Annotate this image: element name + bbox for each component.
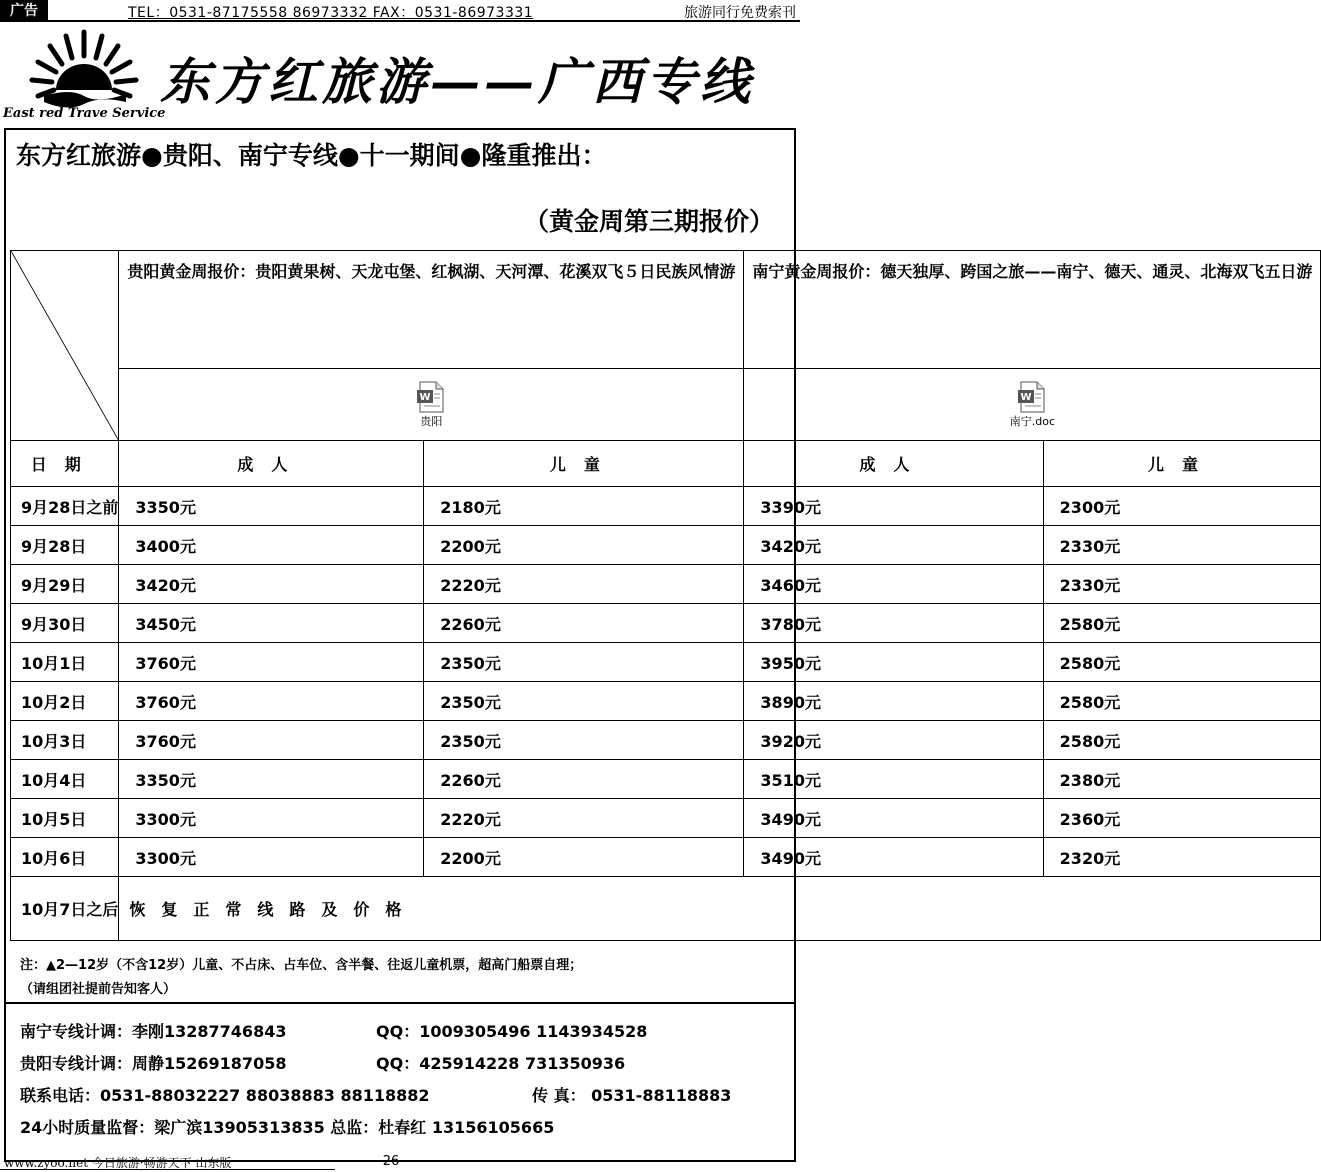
resume-normal-text: 恢复正常线路及价格 — [119, 877, 1321, 941]
nanning-adult-price: 3490元 — [744, 799, 1043, 838]
divider — [6, 1002, 794, 1004]
guiyang-child-price: 2200元 — [424, 526, 744, 565]
subheadline: （黄金周第三期报价） — [523, 207, 774, 236]
date-cell: 10月4日 — [11, 760, 119, 799]
nanning-adult-price: 3780元 — [744, 604, 1043, 643]
nanning-adult-price: 3920元 — [744, 721, 1043, 760]
date-cell: 10月6日 — [11, 838, 119, 877]
guiyang-adult-price: 3400元 — [119, 526, 424, 565]
footer — [0, 1150, 800, 1172]
price-row — [11, 682, 1321, 721]
guiyang-child-price: 2220元 — [424, 565, 744, 604]
guiyang-child-price: 2220元 — [424, 799, 744, 838]
date-cell: 10月5日 — [11, 799, 119, 838]
nanning-child-price: 2320元 — [1043, 838, 1321, 877]
footer-site: www.zyoo.net 今日旅游·畅游天下 山东版 — [4, 1156, 232, 1170]
page-number: -26- — [378, 1154, 404, 1169]
guiyang-adult-price: 3760元 — [119, 643, 424, 682]
nanning-adult-price: 3460元 — [744, 565, 1043, 604]
date-cell: 9月29日 — [11, 565, 119, 604]
tel-fax-line: TEL：0531-87175558 86973332 FAX：0531-86973331 — [128, 5, 534, 21]
guiyang-doc-attachment[interactable] — [119, 369, 744, 441]
price-row — [11, 838, 1321, 877]
price-row — [11, 760, 1321, 799]
quality-supervision: 24小时质量监督：梁广滨13905313835 总监：杜春红 13156105665 — [20, 1118, 555, 1137]
guiyang-doc-name: 贵阳 — [420, 414, 443, 428]
nanning-child-price: 2580元 — [1043, 604, 1321, 643]
contact-block — [20, 1016, 731, 1144]
nanning-adult-price: 3950元 — [744, 643, 1043, 682]
price-row — [11, 721, 1321, 760]
guiyang-child-price: 2350元 — [424, 721, 744, 760]
guiyang-child-price: 2180元 — [424, 487, 744, 526]
banner — [0, 24, 800, 122]
contact-fax: 传 真： 0531-88118883 — [532, 1086, 732, 1105]
guiyang-child-price: 2260元 — [424, 604, 744, 643]
guiyang-adult-price: 3760元 — [119, 721, 424, 760]
price-row — [11, 487, 1321, 526]
col-nn-child-header: 儿童 — [1043, 441, 1321, 487]
nanning-child-price: 2300元 — [1043, 487, 1321, 526]
date-cell: 9月28日之前 — [11, 487, 119, 526]
svg-text:W: W — [1020, 391, 1032, 403]
guiyang-planner: 贵阳专线计调：周静15269187058 — [20, 1054, 287, 1073]
nanning-child-price: 2330元 — [1043, 526, 1321, 565]
guiyang-adult-price: 3420元 — [119, 565, 424, 604]
nanning-planner: 南宁专线计调：李刚13287746843 — [20, 1022, 287, 1041]
nanning-adult-price: 3890元 — [744, 682, 1043, 721]
final-row — [11, 877, 1321, 941]
child-note: 注：▲2—12岁（不含12岁）儿童、不占床、占车位、含半餐、往返儿童机票，超高门船票自理； — [20, 958, 583, 973]
nanning-qq: QQ：1009305496 1143934528 — [376, 1022, 648, 1041]
guiyang-child-price: 2200元 — [424, 838, 744, 877]
col-date-header: 日期 — [11, 441, 119, 487]
top-bar — [0, 0, 800, 22]
contact-phone: 联系电话：0531-88032227 88038883 88118882 — [20, 1086, 430, 1105]
guiyang-route-desc: 贵阳黄金周报价：贵阳黄果树、天龙屯堡、红枫湖、天河潭、花溪双飞５日民族风情游 — [119, 251, 744, 369]
col-nn-adult-header: 成人 — [744, 441, 1043, 487]
nanning-child-price: 2330元 — [1043, 565, 1321, 604]
guiyang-child-price: 2350元 — [424, 643, 744, 682]
free-index-note: 旅游同行免费索刊 — [684, 5, 796, 21]
price-row — [11, 526, 1321, 565]
notify-guests-note: （请组团社提前告知客人） — [20, 982, 177, 997]
nanning-doc-attachment[interactable] — [744, 369, 1321, 441]
footer-underline — [0, 1169, 335, 1170]
guiyang-adult-price: 3760元 — [119, 682, 424, 721]
price-table — [10, 250, 1321, 941]
guiyang-adult-price: 3350元 — [119, 487, 424, 526]
nanning-child-price: 2380元 — [1043, 760, 1321, 799]
svg-text:W: W — [419, 391, 431, 403]
nanning-child-price: 2580元 — [1043, 721, 1321, 760]
date-cell: 10月2日 — [11, 682, 119, 721]
ad-frame — [4, 128, 1313, 1162]
guiyang-adult-price: 3450元 — [119, 604, 424, 643]
guiyang-qq: QQ：425914228 731350936 — [376, 1054, 626, 1073]
price-row — [11, 643, 1321, 682]
brand-english: East red Trave Service — [3, 106, 166, 121]
guiyang-child-price: 2350元 — [424, 682, 744, 721]
price-row — [11, 565, 1321, 604]
nanning-child-price: 2580元 — [1043, 682, 1321, 721]
rising-sun-icon — [30, 30, 138, 112]
date-cell: 10月1日 — [11, 643, 119, 682]
nanning-child-price: 2580元 — [1043, 643, 1321, 682]
guiyang-adult-price: 3300元 — [119, 838, 424, 877]
headline: 东方红旅游●贵阳、南宁专线●十一期间●隆重推出： — [16, 141, 607, 170]
nanning-route-desc: 南宁黄金周报价：德天独厚、跨国之旅——南宁、德天、通灵、北海双飞五日游 — [744, 251, 1321, 369]
date-cell: 10月3日 — [11, 721, 119, 760]
nanning-adult-price: 3420元 — [744, 526, 1043, 565]
nanning-doc-name: 南宁.doc — [1009, 414, 1056, 428]
guiyang-adult-price: 3300元 — [119, 799, 424, 838]
nanning-child-price: 2360元 — [1043, 799, 1321, 838]
brand-title: 东方红旅游——广西专线 — [160, 52, 754, 111]
guiyang-adult-price: 3350元 — [119, 760, 424, 799]
nanning-adult-price: 3490元 — [744, 838, 1043, 877]
final-date: 10月7日之后 — [11, 877, 119, 941]
col-gy-child-header: 儿童 — [424, 441, 744, 487]
price-row — [11, 604, 1321, 643]
date-cell: 9月30日 — [11, 604, 119, 643]
ad-tag: 广告 — [0, 0, 48, 22]
nanning-adult-price: 3510元 — [744, 760, 1043, 799]
word-document-icon — [1017, 381, 1047, 413]
nanning-adult-price: 3390元 — [744, 487, 1043, 526]
word-document-icon — [416, 381, 446, 413]
column-header-row — [11, 441, 1321, 487]
date-cell: 9月28日 — [11, 526, 119, 565]
col-gy-adult-header: 成人 — [119, 441, 424, 487]
guiyang-child-price: 2260元 — [424, 760, 744, 799]
diagonal-corner-cell — [11, 251, 119, 441]
price-row — [11, 799, 1321, 838]
